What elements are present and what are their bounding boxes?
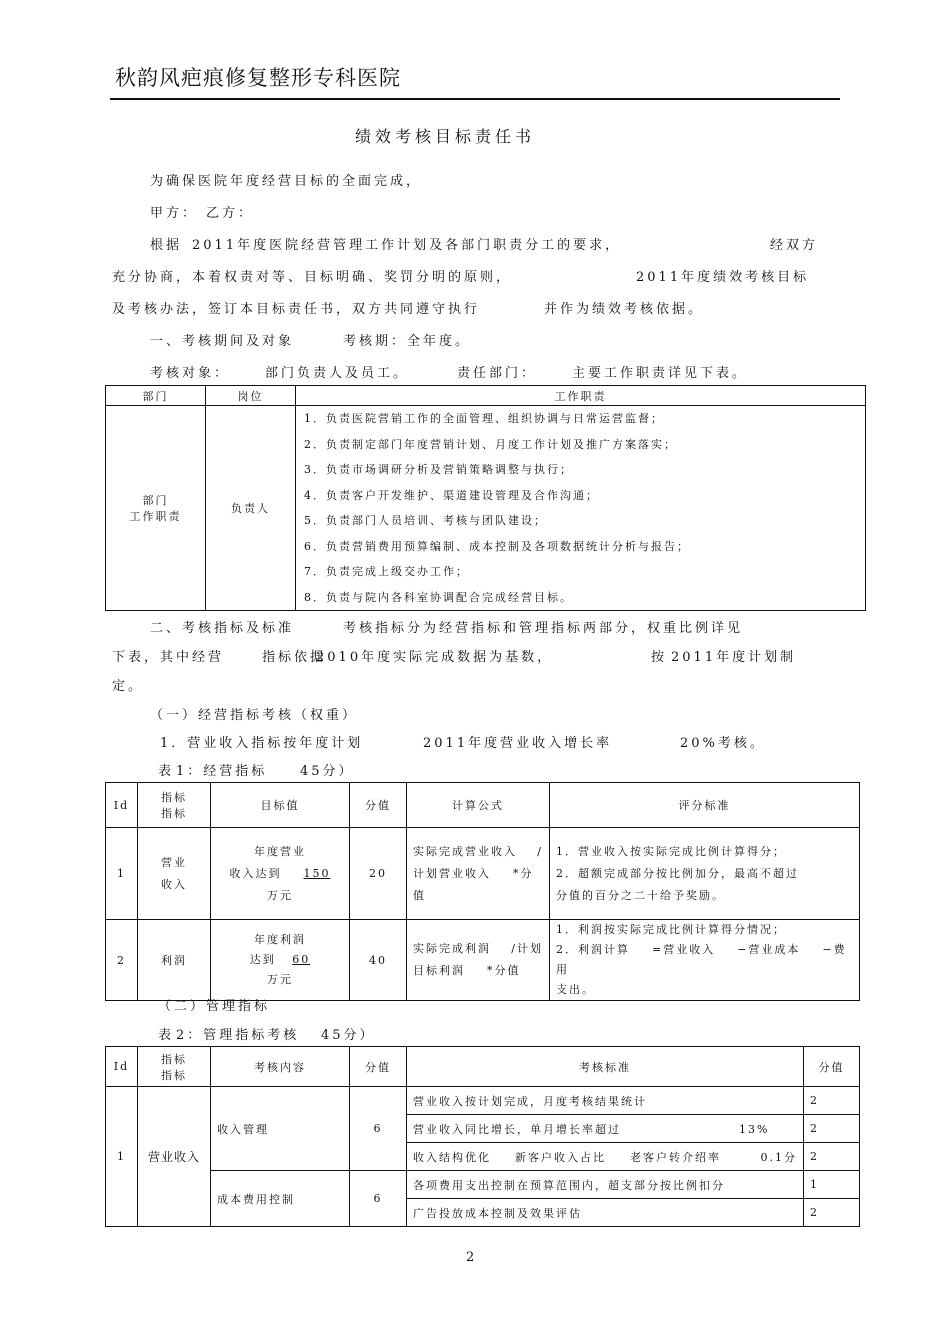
points: 1: [804, 1171, 860, 1199]
table-header: 工作职责: [296, 386, 866, 406]
paragraph-line: 2011年度医院经营管理工作计划及各部门职责分工的要求，: [192, 238, 622, 253]
row-id: 2: [106, 920, 138, 1001]
target-value: 年度利润 达到 60 万元: [211, 920, 350, 1001]
list-item: 7．负责完成上级交办工作；: [304, 565, 469, 578]
list-item: 8．负责与院内各科室协调配合完成经营目标。: [304, 590, 573, 604]
duties-table: [105, 385, 866, 611]
paragraph-line: 2011年度绩效考核目标: [636, 270, 810, 285]
document-title: 绩效考核目标责任书: [355, 127, 536, 146]
indicator-name: 利润: [138, 920, 211, 1001]
paragraph-line: 考核指标分为经营指标和管理指标两部分，权重比例详见: [343, 621, 744, 636]
table-header: 部门: [106, 386, 206, 406]
table-header: 指标 指标: [138, 1047, 211, 1087]
points: 2: [804, 1087, 860, 1115]
target-value: 年度营业 收入达到 150 万元: [211, 828, 350, 920]
header-divider: [110, 98, 840, 100]
table-caption: 45分）: [300, 764, 355, 779]
dept-cell: 部门 工作职责: [106, 406, 206, 611]
page-number: 2: [466, 1250, 475, 1265]
table-header: 计算公式: [407, 783, 550, 828]
score-value: 6: [350, 1087, 407, 1171]
list-item: 2．负责制定部门年度营销计划、月度工作计划及推广方案落实；: [304, 437, 677, 451]
score-value: 20: [350, 828, 407, 920]
table-header: 目标值: [211, 783, 350, 828]
table-row: [106, 1171, 860, 1199]
table-row: [106, 828, 860, 920]
table-caption: 2：管理指标考核: [176, 1028, 300, 1043]
table-header: 分值: [804, 1047, 860, 1087]
table-header: 考核内容: [211, 1047, 350, 1087]
section-heading: （一）经营指标考核（权重）: [150, 708, 359, 723]
paragraph-line: 2011年度营业收入增长率: [423, 736, 613, 751]
list-item: 3．负责市场调研分析及营销策略调整与执行；: [304, 463, 573, 476]
points: 2: [804, 1115, 860, 1143]
paragraph-line: 为确保医院年度经营目标的全面完成，: [150, 174, 423, 189]
paragraph-line: 主要工作职责详见下表。: [572, 366, 749, 381]
paragraph-line: 及考核办法，签订本目标责任书，双方共同遵守执行: [112, 302, 481, 317]
criteria: 1．营业收入按实际完成比例计算得分； 2．超额完成部分按比例加分，最高不超过 分值的百分之二十给予奖励。: [550, 828, 860, 920]
standard-text: 收入结构优化 新客户收入占比 老客户转介绍率 0.1分: [407, 1143, 804, 1171]
standard-text: 广告投放成本控制及效果评估: [407, 1199, 804, 1227]
table-caption: 表: [158, 764, 175, 779]
paragraph-line: 部门负责人及员工。: [265, 366, 410, 381]
paragraph-line: 充分协商，本着权责对等、目标明确、奖罚分明的原则，: [112, 270, 513, 285]
paragraph-line: 1．营业收入指标按年度计划: [160, 736, 364, 751]
points: 2: [804, 1143, 860, 1171]
operating-indicator-table: [105, 782, 860, 1001]
sub-indicator: 成本费用控制: [211, 1171, 350, 1227]
paragraph-line: 2010年度实际完成数据为基数，: [316, 650, 554, 665]
table-header: 分值: [350, 1047, 407, 1087]
post-cell: 负责人: [206, 406, 296, 611]
party-a-label: 甲方：: [150, 206, 199, 221]
indicator-name: 营业收入: [138, 1087, 211, 1227]
section-heading: 一、考核期间及对象: [150, 334, 295, 349]
paragraph-line: 20%考核。: [680, 736, 766, 751]
table-header: Id: [106, 1047, 138, 1087]
table-caption: 1：经营指标: [176, 764, 268, 779]
paragraph-line: 定。: [112, 679, 145, 694]
paragraph-line: 2011年度计划制: [671, 650, 797, 665]
table-caption: 表: [158, 1028, 175, 1043]
score-value: 6: [350, 1171, 407, 1227]
paragraph-line: 下表，其中经营: [112, 650, 225, 665]
sub-indicator: 收入管理: [211, 1087, 350, 1171]
duties-cell: [296, 406, 866, 611]
table-header: Id: [106, 783, 138, 828]
table-caption: 45分）: [321, 1028, 376, 1043]
standard-text: 各项费用支出控制在预算范围内，超支部分按比例扣分: [407, 1171, 804, 1199]
paragraph-line: 经双方: [770, 238, 819, 253]
score-value: 40: [350, 920, 407, 1001]
formula: 实际完成利润 /计划 目标利润 *分值: [407, 920, 550, 1001]
paragraph-line: 并作为绩效考核依据。: [544, 302, 705, 317]
table-header: 评分标准: [550, 783, 860, 828]
management-indicator-table: [105, 1046, 860, 1227]
points: 2: [804, 1199, 860, 1227]
row-id: 1: [106, 828, 138, 920]
paragraph-line: 根据: [150, 238, 183, 253]
list-item: 1．负责医院营销工作的全面管理、组织协调与日常运营监督；: [304, 412, 664, 425]
party-b-label: 乙方：: [206, 206, 255, 221]
formula: 实际完成营业收入 / 计划营业收入 *分值: [407, 828, 550, 920]
standard-text: 营业收入按计划完成，月度考核结果统计: [407, 1087, 804, 1115]
table-header: 岗位: [206, 386, 296, 406]
paragraph-line: 指标依据: [262, 650, 327, 665]
list-item: 6．负责营销费用预算编制、成本控制及各项数据统计分析与报告；: [304, 539, 690, 553]
table-header: 分值: [350, 783, 407, 828]
criteria: 1．利润按实际完成比例计算得分情况； 2．利润计算 =营业收入 −营业成本 −费用 支出。: [550, 920, 860, 1001]
standard-text: 营业收入同比增长，单月增长率超过 13%: [407, 1115, 804, 1143]
header-hospital-name: 秋韵风疤痕修复整形专科医院: [115, 66, 401, 90]
table-row: [106, 920, 860, 1001]
indicator-name: 营业 收入: [138, 828, 211, 920]
paragraph-line: 责任部门：: [457, 366, 538, 381]
table-row: [106, 1087, 860, 1115]
list-item: 5．负责部门人员培训、考核与团队建设；: [304, 514, 547, 527]
paragraph-line: 按: [651, 650, 668, 665]
paragraph-line: 考核对象：: [150, 366, 231, 381]
section-heading: （二）管理指标: [158, 999, 271, 1014]
section-heading: 二、考核指标及标准: [150, 621, 295, 636]
table-header: 指标 指标: [138, 783, 211, 828]
table-header: 考核标准: [407, 1047, 804, 1087]
list-item: 4．负责客户开发维护、渠道建设管理及合作沟通；: [304, 488, 599, 502]
paragraph-line: 考核期：全年度。: [343, 334, 472, 349]
row-id: 1: [106, 1087, 138, 1227]
